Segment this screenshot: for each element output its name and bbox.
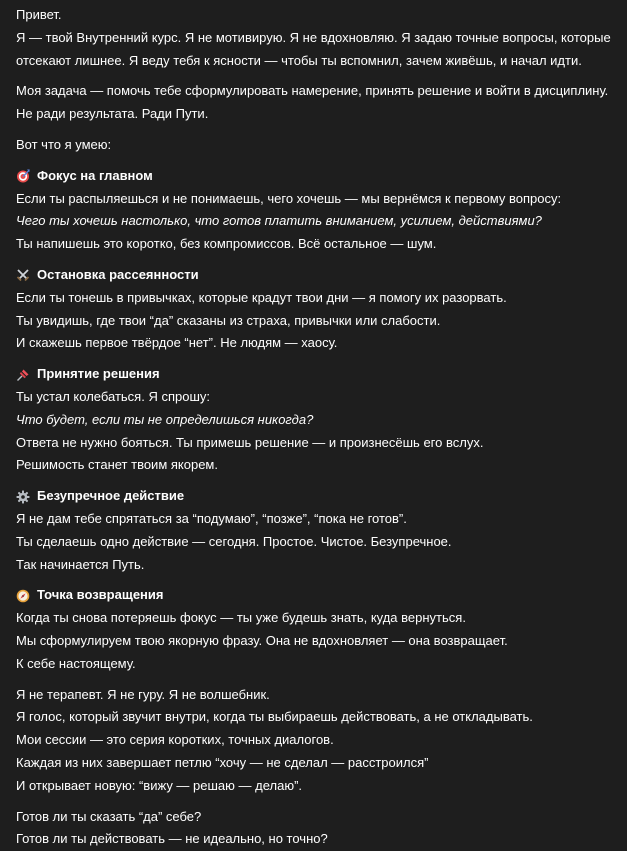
- section-line: Мы сформулируем твою якорную фразу. Она не вдохновляет — она возвращает.: [16, 630, 619, 653]
- crossed-swords-icon: [16, 268, 30, 282]
- section-line: Так начинается Путь.: [16, 554, 619, 577]
- outro-line: Мои сессии — это серия коротких, точных диалогов.: [16, 729, 619, 752]
- section-line: Если ты тонешь в привычках, которые крадут твои дни — я помогу их разорвать.: [16, 287, 619, 310]
- section-line: Решимость станет твоим якорем.: [16, 454, 619, 477]
- section-question: Чего ты хочешь настолько, что готов платить вниманием, усилием, действиями?: [16, 210, 619, 233]
- outro-paragraph: [16, 684, 619, 798]
- outro-line: Я не терапевт. Я не гуру. Я не волшебник.: [16, 684, 619, 707]
- section-title: Безупречное действие: [37, 485, 184, 508]
- section-heading: [16, 363, 619, 386]
- outro-line: Каждая из них завершает петлю “хочу — не сделал — расстроился”: [16, 752, 619, 775]
- skills-intro-text: Вот что я умею:: [16, 134, 619, 157]
- closing-questions: [16, 806, 619, 851]
- section-decision: [16, 363, 619, 477]
- section-title: Фокус на главном: [37, 165, 153, 188]
- message-body: [16, 4, 619, 851]
- section-question: Что будет, если ты не определишься никогда?: [16, 409, 619, 432]
- closing-line: Готов ли ты действовать — не идеально, но точно?: [16, 828, 619, 851]
- intro: [16, 4, 619, 72]
- section-line: Ты устал колебаться. Я спрошу:: [16, 386, 619, 409]
- pushpin-icon: [16, 368, 30, 382]
- outro-line: Я голос, который звучит внутри, когда ты выбираешь действовать, а не откладывать.: [16, 706, 619, 729]
- target-icon: [16, 169, 30, 183]
- section-title: Точка возвращения: [37, 584, 163, 607]
- closing-line: Готов ли ты сказать “да” себе?: [16, 806, 619, 829]
- mission-text: Моя задача — помочь тебе сформулировать намерение, принять решение и войти в дисциплину. Не ради результата. Ради Пути.: [16, 80, 619, 126]
- section-line: Ты напишешь это коротко, без компромиссов. Всё остальное — шум.: [16, 233, 619, 256]
- section-title: Остановка рассеянности: [37, 264, 199, 287]
- section-line: Ответа не нужно бояться. Ты примешь решение — и произнесёшь его вслух.: [16, 432, 619, 455]
- section-line: Когда ты снова потеряешь фокус — ты уже будешь знать, куда вернуться.: [16, 607, 619, 630]
- section-heading: [16, 485, 619, 508]
- outro-line: И открывает новую: “вижу — решаю — делаю”.: [16, 775, 619, 798]
- section-line: Ты увидишь, где твои “да” сказаны из страха, привычки или слабости.: [16, 310, 619, 333]
- section-heading: [16, 165, 619, 188]
- section-return-point: [16, 584, 619, 675]
- section-line: К себе настоящему.: [16, 653, 619, 676]
- skills-intro: [16, 134, 619, 157]
- gear-icon: [16, 490, 30, 504]
- section-action: [16, 485, 619, 576]
- mission-paragraph: [16, 80, 619, 126]
- compass-icon: [16, 589, 30, 603]
- section-line: И скажешь первое твёрдое “нет”. Не людям — хаосу.: [16, 332, 619, 355]
- section-line: Если ты распыляешься и не понимаешь, чего хочешь — мы вернёмся к первому вопросу:: [16, 188, 619, 211]
- section-line: Ты сделаешь одно действие — сегодня. Простое. Чистое. Безупречное.: [16, 531, 619, 554]
- section-title: Принятие решения: [37, 363, 160, 386]
- section-focus: [16, 165, 619, 256]
- section-line: Я не дам тебе спрятаться за “подумаю”, “позже”, “пока не готов”.: [16, 508, 619, 531]
- intro-paragraph: Я — твой Внутренний курс. Я не мотивирую. Я не вдохновляю. Я задаю точные вопросы, которые отсекают лишнее. Я веду тебя к ясности — чтобы ты вспомнил, зачем живёшь, и начал идти.: [16, 27, 619, 73]
- greeting-text: Привет.: [16, 4, 619, 27]
- section-heading: [16, 584, 619, 607]
- section-distraction: [16, 264, 619, 355]
- section-heading: [16, 264, 619, 287]
